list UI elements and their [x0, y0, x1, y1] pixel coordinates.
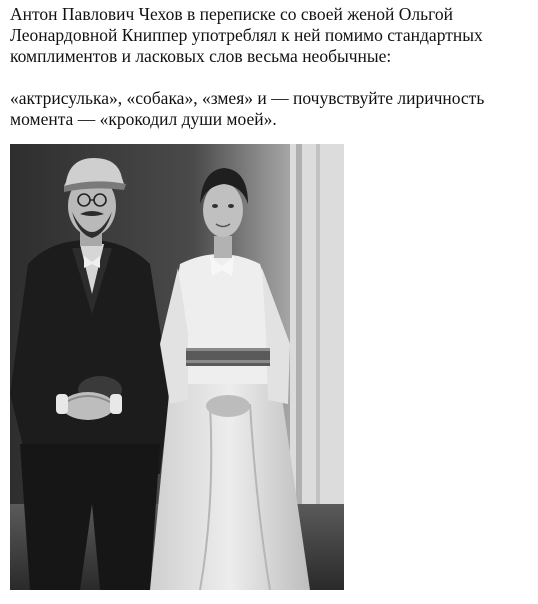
- photo-illustration: [10, 144, 344, 590]
- article-text: [10, 4, 530, 130]
- quote-paragraph: «актрисулька», «собака», «змея» и — почувствуйте лиричность момента — «крокодил души моей».: [10, 88, 485, 129]
- chekhov-knipper-photo: [10, 144, 344, 590]
- intro-paragraph: Антон Павлович Чехов в переписке со своей женой Ольгой Леонардовной Книппер употреблял к ней помимо стандартных комплиментов и ласковых слов весьма необычные:: [10, 4, 483, 66]
